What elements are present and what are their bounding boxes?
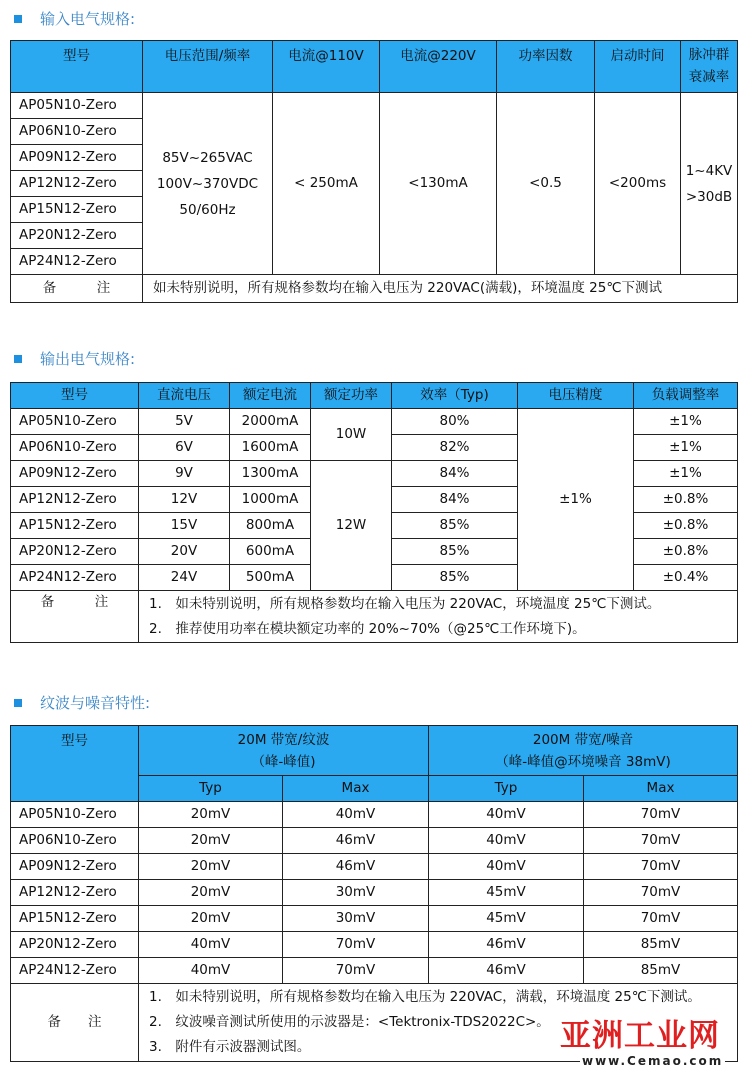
table-row bbox=[11, 93, 738, 119]
model-cell: AP05N10-Zero bbox=[11, 802, 139, 828]
current-cell: 500mA bbox=[230, 565, 311, 591]
section-title-ripple: 纹波与噪音特性: bbox=[14, 692, 150, 713]
table-row bbox=[11, 802, 738, 828]
current-cell: 1600mA bbox=[230, 435, 311, 461]
header-rated-current: 额定电流 bbox=[230, 383, 311, 409]
ripple-max-cell: 70mV bbox=[283, 932, 429, 958]
header-startup-time: 启动时间 bbox=[595, 41, 681, 93]
efficiency-cell: 82% bbox=[392, 435, 518, 461]
header-model: 型号 bbox=[11, 41, 143, 93]
header-voltage-accuracy: 电压精度 bbox=[518, 383, 634, 409]
voltage-range-cell: 85V~265VAC 100V~370VDC 50/60Hz bbox=[143, 93, 273, 275]
load-reg-cell: ±0.8% bbox=[634, 487, 738, 513]
header-dc-voltage: 直流电压 bbox=[139, 383, 230, 409]
load-reg-cell: ±1% bbox=[634, 461, 738, 487]
noise-max-cell: 70mV bbox=[584, 828, 738, 854]
startup-time-cell: <200ms bbox=[595, 93, 681, 275]
ripple-typ-cell: 40mV bbox=[139, 932, 283, 958]
model-cell: AP06N10-Zero bbox=[11, 828, 139, 854]
model-cell: AP09N12-Zero bbox=[11, 854, 139, 880]
efficiency-cell: 80% bbox=[392, 409, 518, 435]
bullet-square-icon bbox=[14, 15, 22, 23]
model-cell: AP24N12-Zero bbox=[11, 958, 139, 984]
table-row bbox=[11, 880, 738, 906]
load-reg-cell: ±0.8% bbox=[634, 513, 738, 539]
voltage-cell: 5V bbox=[139, 409, 230, 435]
watermark-logo bbox=[560, 1010, 745, 1072]
header-noise: 200M 带宽/噪音 （峰-峰值@环境噪音 38mV) bbox=[429, 726, 738, 776]
voltage-cell: 20V bbox=[139, 539, 230, 565]
notes-cell: 1. 如未特别说明，所有规格参数均在输入电压为 220VAC，环境温度 25℃下测试。 2. 推荐使用功率在模块额定功率的 20%~70%（@25℃工作环境下)。 bbox=[139, 591, 738, 643]
table-header-row bbox=[11, 726, 738, 776]
current-cell: 600mA bbox=[230, 539, 311, 565]
efficiency-cell: 84% bbox=[392, 461, 518, 487]
noise-typ-cell: 45mV bbox=[429, 880, 584, 906]
model-cell: AP20N12-Zero bbox=[11, 539, 139, 565]
ripple-max-cell: 70mV bbox=[283, 958, 429, 984]
noise-typ-cell: 40mV bbox=[429, 828, 584, 854]
voltage-cell: 6V bbox=[139, 435, 230, 461]
header-current-220: 电流@220V bbox=[380, 41, 497, 93]
header-ripple-max: Max bbox=[283, 776, 429, 802]
watermark-url: www.Cemao.com bbox=[582, 1054, 724, 1068]
ripple-typ-cell: 20mV bbox=[139, 828, 283, 854]
noise-max-cell: 85mV bbox=[584, 958, 738, 984]
current-cell: 2000mA bbox=[230, 409, 311, 435]
section-title-output: 输出电气规格: bbox=[14, 348, 135, 369]
model-cell: AP05N10-Zero bbox=[11, 93, 143, 119]
ripple-typ-cell: 20mV bbox=[139, 854, 283, 880]
load-reg-cell: ±1% bbox=[634, 409, 738, 435]
noise-max-cell: 70mV bbox=[584, 802, 738, 828]
efficiency-cell: 85% bbox=[392, 513, 518, 539]
ripple-typ-cell: 20mV bbox=[139, 802, 283, 828]
load-reg-cell: ±1% bbox=[634, 435, 738, 461]
noise-max-cell: 85mV bbox=[584, 932, 738, 958]
efficiency-cell: 85% bbox=[392, 565, 518, 591]
ripple-max-cell: 46mV bbox=[283, 854, 429, 880]
voltage-accuracy-cell: ±1% bbox=[518, 409, 634, 591]
load-reg-cell: ±0.4% bbox=[634, 565, 738, 591]
table-row bbox=[11, 906, 738, 932]
model-cell: AP15N12-Zero bbox=[11, 906, 139, 932]
note-label: 备 注 bbox=[11, 591, 139, 643]
header-model: 型号 bbox=[11, 726, 139, 802]
ripple-typ-cell: 20mV bbox=[139, 906, 283, 932]
header-current-110: 电流@110V bbox=[273, 41, 380, 93]
noise-max-cell: 70mV bbox=[584, 906, 738, 932]
current-220-cell: <130mA bbox=[380, 93, 497, 275]
header-ripple: 20M 带宽/纹波 （峰-峰值) bbox=[139, 726, 429, 776]
header-voltage-range: 电压范围/频率 bbox=[143, 41, 273, 93]
header-burst: 脉冲群 衰减率 bbox=[681, 41, 738, 93]
noise-typ-cell: 46mV bbox=[429, 932, 584, 958]
current-110-cell: < 250mA bbox=[273, 93, 380, 275]
efficiency-cell: 85% bbox=[392, 539, 518, 565]
input-spec-table bbox=[10, 40, 738, 303]
load-reg-cell: ±0.8% bbox=[634, 539, 738, 565]
model-cell: AP12N12-Zero bbox=[11, 487, 139, 513]
header-load-regulation: 负载调整率 bbox=[634, 383, 738, 409]
note-row bbox=[11, 275, 738, 303]
ripple-typ-cell: 40mV bbox=[139, 958, 283, 984]
note-text: 如未特别说明，所有规格参数均在输入电压为 220VAC(满载)，环境温度 25℃下测试 bbox=[143, 275, 738, 303]
model-cell: AP20N12-Zero bbox=[11, 932, 139, 958]
model-cell: AP06N10-Zero bbox=[11, 119, 143, 145]
noise-typ-cell: 45mV bbox=[429, 906, 584, 932]
ripple-typ-cell: 20mV bbox=[139, 880, 283, 906]
header-power-factor: 功率因数 bbox=[497, 41, 595, 93]
model-cell: AP09N12-Zero bbox=[11, 145, 143, 171]
model-cell: AP05N10-Zero bbox=[11, 409, 139, 435]
model-cell: AP20N12-Zero bbox=[11, 223, 143, 249]
output-spec-table bbox=[10, 382, 738, 643]
voltage-cell: 12V bbox=[139, 487, 230, 513]
table-row bbox=[11, 828, 738, 854]
table-row bbox=[11, 854, 738, 880]
noise-max-cell: 70mV bbox=[584, 854, 738, 880]
header-efficiency: 效率（Typ) bbox=[392, 383, 518, 409]
watermark-title: 亚洲工业网 bbox=[560, 1018, 720, 1054]
model-cell: AP12N12-Zero bbox=[11, 880, 139, 906]
table-row bbox=[11, 409, 738, 435]
ripple-max-cell: 30mV bbox=[283, 880, 429, 906]
header-model: 型号 bbox=[11, 383, 139, 409]
bullet-square-icon bbox=[14, 355, 22, 363]
notes-cell: 1. 如未特别说明，所有规格参数均在输入电压为 220VAC，满载，环境温度 25℃下测试。 2. 纹波噪音测试所使用的示波器是：<Tektronix-TDS2022C>。 3. 附件有示波器测试图。 bbox=[139, 984, 738, 1062]
bullet-square-icon bbox=[14, 699, 22, 707]
noise-typ-cell: 40mV bbox=[429, 854, 584, 880]
header-noise-max: Max bbox=[584, 776, 738, 802]
current-cell: 1000mA bbox=[230, 487, 311, 513]
model-cell: AP09N12-Zero bbox=[11, 461, 139, 487]
power-10w-cell: 10W bbox=[311, 409, 392, 461]
ripple-max-cell: 30mV bbox=[283, 906, 429, 932]
model-cell: AP24N12-Zero bbox=[11, 565, 139, 591]
noise-max-cell: 70mV bbox=[584, 880, 738, 906]
current-cell: 1300mA bbox=[230, 461, 311, 487]
noise-typ-cell: 40mV bbox=[429, 802, 584, 828]
voltage-cell: 24V bbox=[139, 565, 230, 591]
table-header-row bbox=[11, 41, 738, 93]
voltage-cell: 9V bbox=[139, 461, 230, 487]
model-cell: AP15N12-Zero bbox=[11, 513, 139, 539]
section-title-input: 输入电气规格: bbox=[14, 8, 135, 29]
noise-typ-cell: 46mV bbox=[429, 958, 584, 984]
current-cell: 800mA bbox=[230, 513, 311, 539]
ripple-max-cell: 40mV bbox=[283, 802, 429, 828]
power-factor-cell: <0.5 bbox=[497, 93, 595, 275]
table-row bbox=[11, 932, 738, 958]
model-cell: AP06N10-Zero bbox=[11, 435, 139, 461]
burst-cell: 1~4KV >30dB bbox=[681, 93, 738, 275]
voltage-cell: 15V bbox=[139, 513, 230, 539]
efficiency-cell: 84% bbox=[392, 487, 518, 513]
note-row bbox=[11, 591, 738, 643]
header-ripple-typ: Typ bbox=[139, 776, 283, 802]
table-row bbox=[11, 958, 738, 984]
power-12w-cell: 12W bbox=[311, 461, 392, 591]
header-noise-typ: Typ bbox=[429, 776, 584, 802]
model-cell: AP12N12-Zero bbox=[11, 171, 143, 197]
header-rated-power: 额定功率 bbox=[311, 383, 392, 409]
model-cell: AP15N12-Zero bbox=[11, 197, 143, 223]
model-cell: AP24N12-Zero bbox=[11, 249, 143, 275]
note-label: 备 注 bbox=[11, 275, 143, 303]
note-label: 备 注 bbox=[11, 984, 139, 1062]
table-header-row bbox=[11, 383, 738, 409]
ripple-max-cell: 46mV bbox=[283, 828, 429, 854]
